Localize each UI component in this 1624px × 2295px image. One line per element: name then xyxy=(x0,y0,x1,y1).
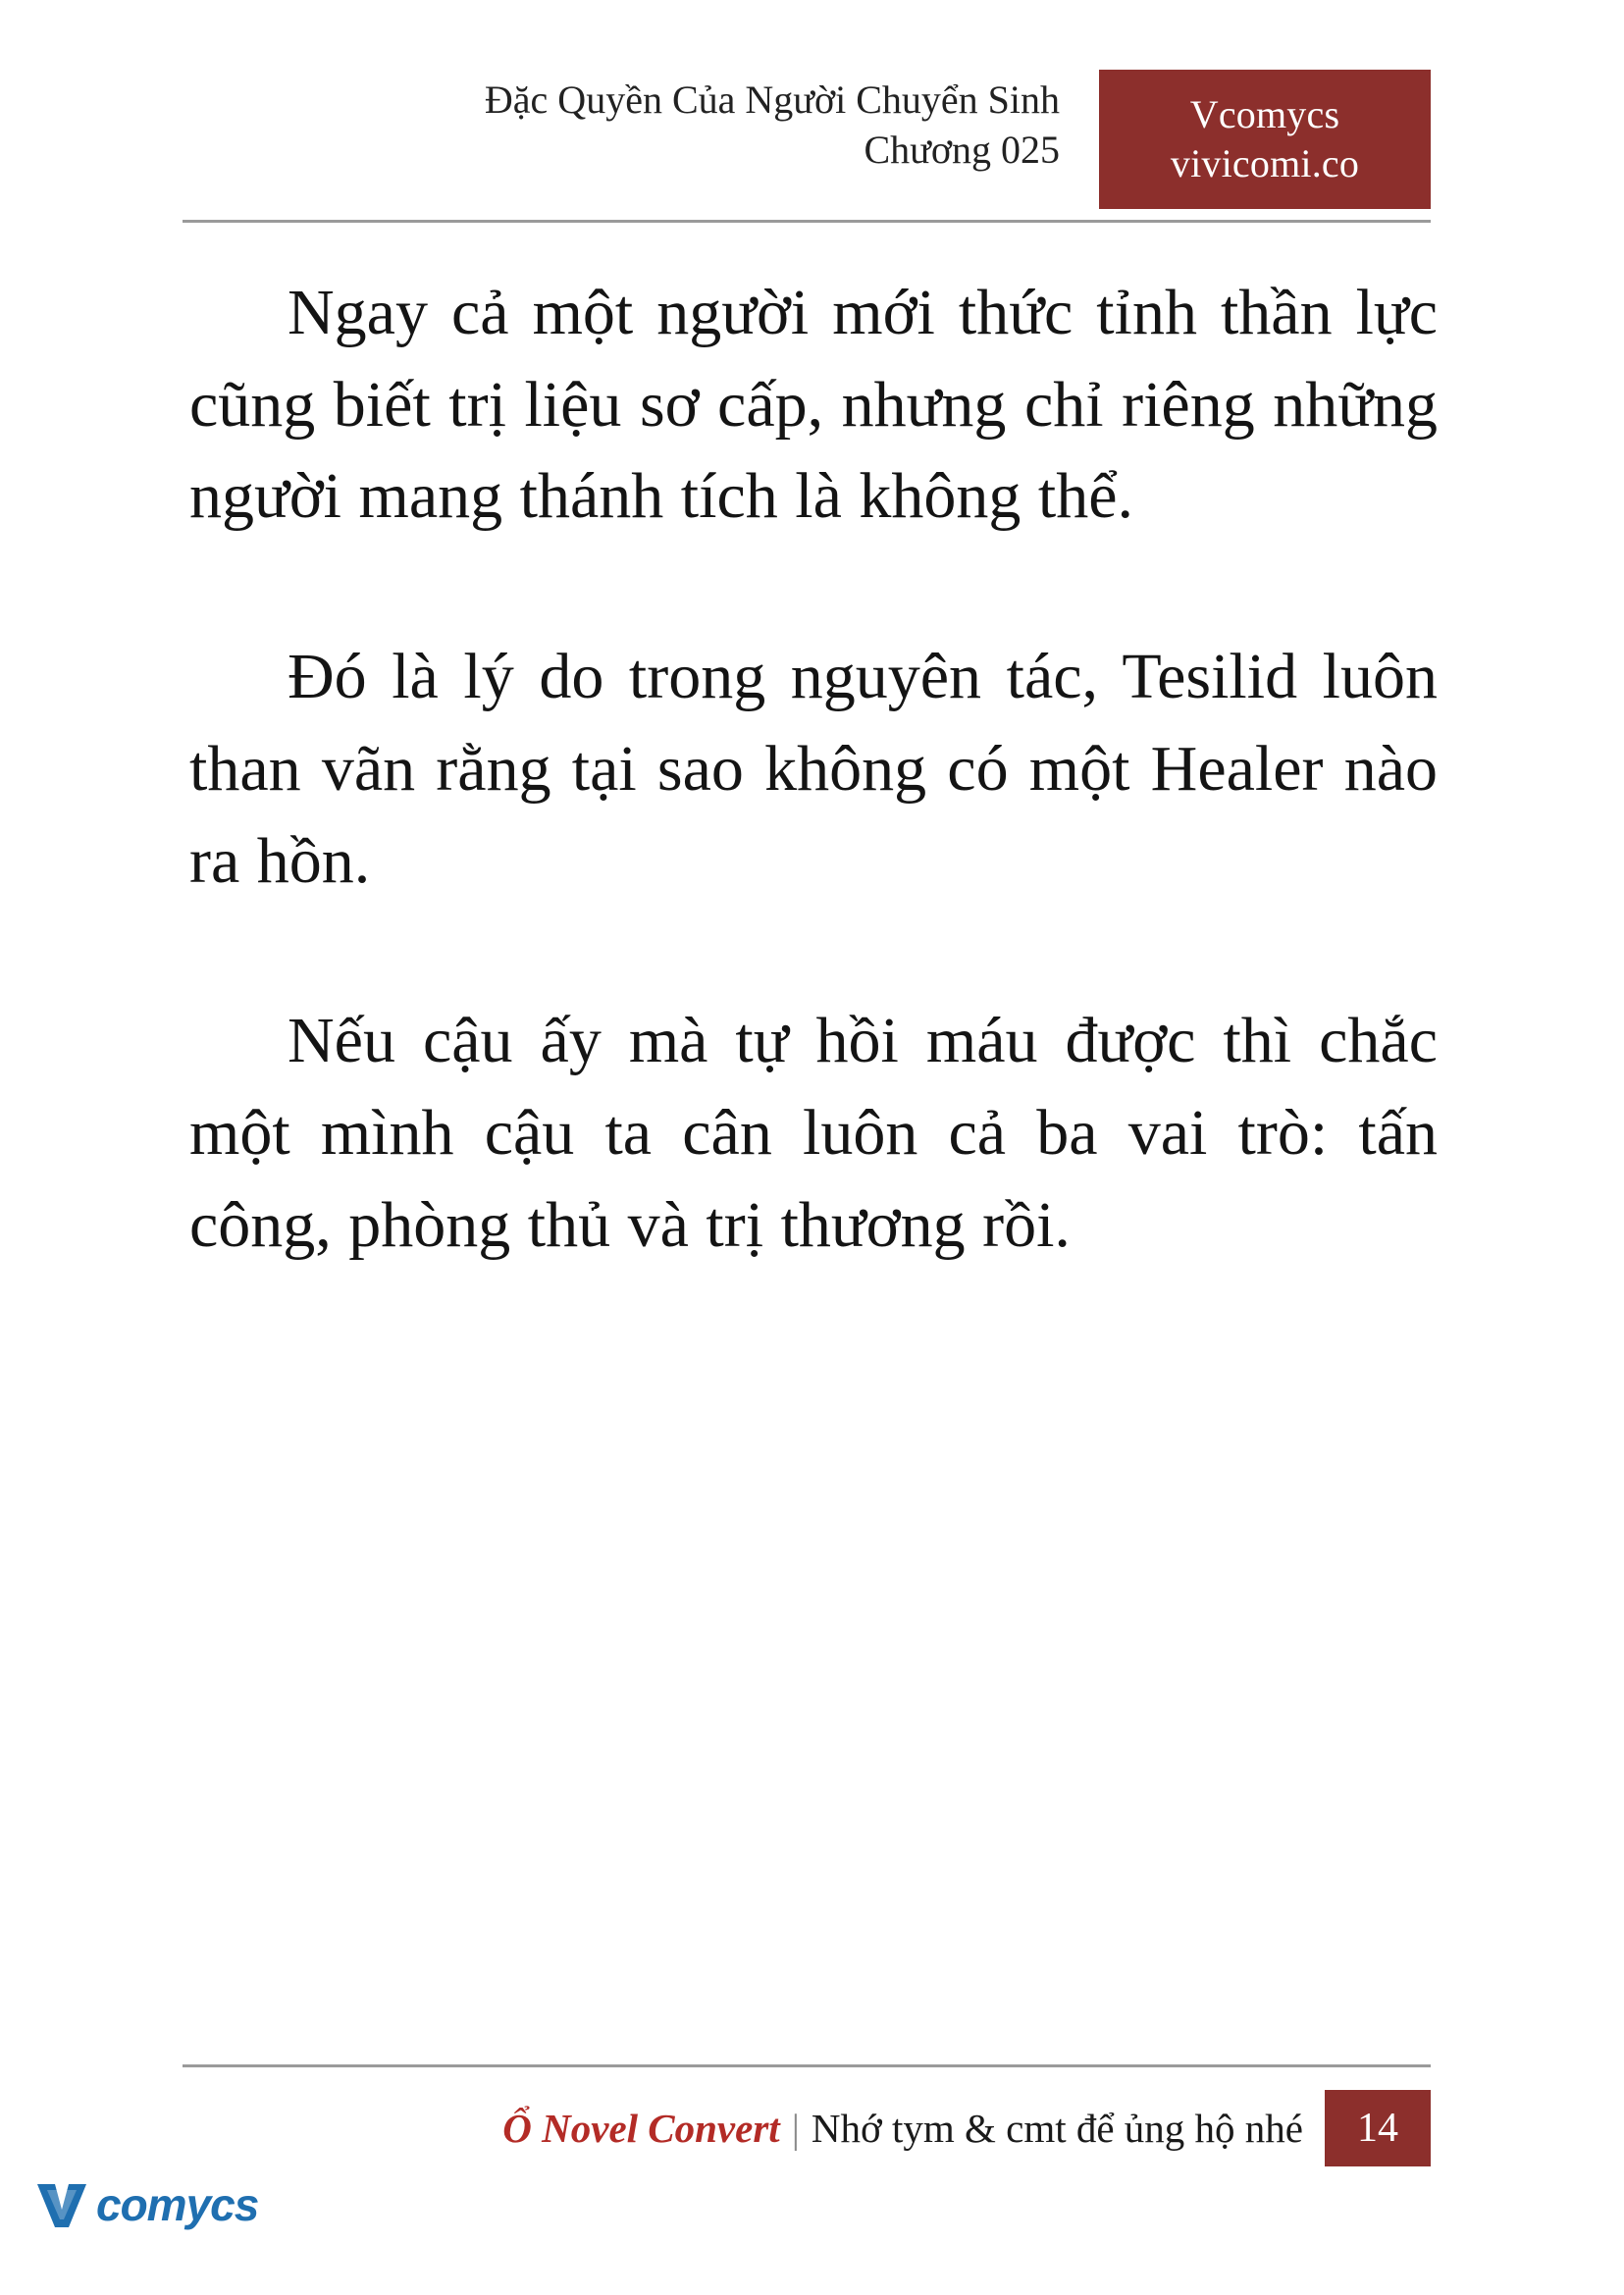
page-content xyxy=(189,267,1438,1271)
footer-separator: | xyxy=(791,2106,800,2151)
watermark-logo xyxy=(35,2180,258,2229)
header-divider xyxy=(183,220,1431,223)
paragraph: Ngay cả một người mới thức tỉnh thần lực cũng biết trị liệu sơ cấp, nhưng chỉ riêng những người mang thánh tích là không thể. xyxy=(189,277,1438,533)
page-number-badge: 14 xyxy=(1325,2090,1431,2166)
footer-divider xyxy=(183,2064,1431,2067)
site-badge-name: Vcomycs xyxy=(1189,91,1340,136)
chapter-title: Chương 025 xyxy=(864,128,1060,173)
paragraph: Đó là lý do trong nguyên tác, Tesilid luôn than vãn rằng tại sao không có một Healer nào ra hồn. xyxy=(189,641,1438,897)
footer-brand: Ổ Novel Convert xyxy=(502,2106,780,2151)
paragraph: Nếu cậu ấy mà tự hồi máu được thì chắc một mình cậu ta cân luôn cả ba vai trò: tấn công, phòng thủ và trị thương rồi. xyxy=(189,1005,1438,1261)
watermark-text: comycs xyxy=(96,2179,259,2230)
vcomycs-v-icon xyxy=(35,2180,88,2229)
footer-note: Nhớ tym & cmt để ủng hộ nhé xyxy=(811,2106,1303,2151)
footer-credit xyxy=(502,2105,1303,2152)
site-badge-url: vivicomi.co xyxy=(1170,141,1360,185)
page-header xyxy=(183,75,1431,220)
page-footer xyxy=(183,2064,1431,2182)
header-title-block xyxy=(485,75,1060,175)
site-badge xyxy=(1099,70,1431,209)
book-title: Đặc Quyền Của Người Chuyển Sinh xyxy=(484,78,1060,122)
